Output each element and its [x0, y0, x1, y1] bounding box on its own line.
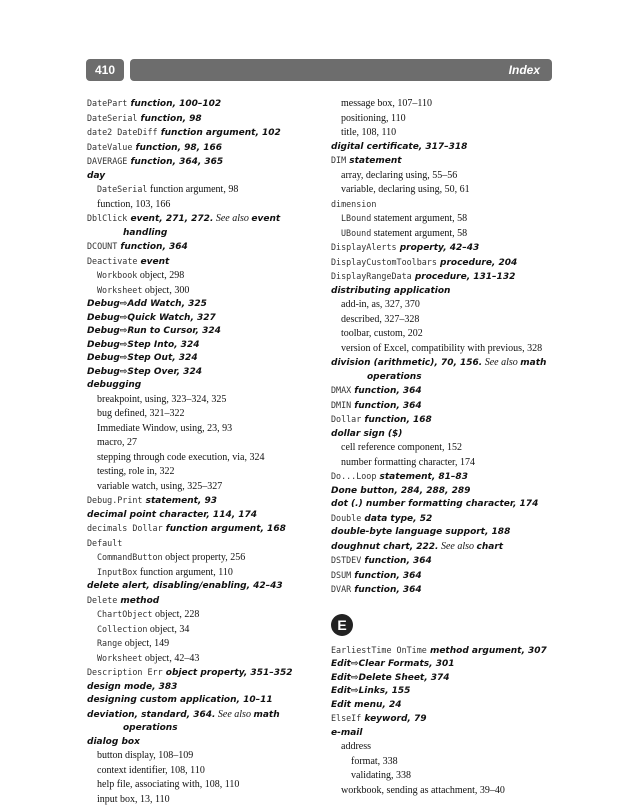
index-entry [87, 422, 319, 437]
index-entry [331, 456, 571, 471]
index-entry [331, 712, 571, 727]
index-entry-text: operations [367, 372, 422, 382]
index-entry-text: data type, 52 [361, 514, 432, 524]
index-entry-text: macro, 27 [97, 437, 137, 448]
index-entry [87, 451, 319, 466]
index-entry-text: Quick Watch, 327 [127, 313, 215, 323]
index-entry [87, 509, 319, 523]
index-entry-text: function, 98 [137, 114, 201, 124]
index-entry-text: doughnut chart, 222. [331, 542, 438, 552]
index-entry-text: function, 364 [351, 571, 422, 581]
index-entry [331, 540, 571, 555]
menu-arrow-icon: ⇨ [120, 367, 128, 377]
index-entry [87, 681, 319, 695]
index-entry-text: object, 42–43 [142, 653, 199, 664]
index-entry-text: Done button, 284, 288, 289 [331, 486, 470, 496]
index-entry [87, 537, 319, 552]
index-entry-text: function, 100–102 [127, 99, 221, 109]
index-entry-text: workbook, sending as attachment, 39–40 [341, 785, 505, 796]
index-entry-text: Worksheet [97, 653, 142, 663]
index-entry-text: format, 338 [351, 756, 398, 767]
index-entry-text: Edit menu, 24 [331, 700, 401, 710]
index-entry [87, 298, 319, 312]
index-entry-text: message box, 107–110 [341, 98, 432, 109]
index-entry-text: chart [477, 542, 504, 552]
index-entry-text: Debug [87, 313, 120, 323]
index-entry-text: Add Watch, 325 [127, 299, 206, 309]
index-entry-text: handling [123, 228, 167, 238]
index-entry-text: See also [438, 541, 476, 552]
index-entry [331, 126, 571, 141]
index-entry-text: function, 364 [351, 401, 422, 411]
index-entry [87, 212, 319, 227]
index-entry-text: design mode, 383 [87, 682, 177, 692]
index-entry-text: UBound [341, 228, 371, 238]
index-entry-text: day [87, 171, 105, 181]
index-entry-text: DCOUNT [87, 241, 117, 251]
index-entry [87, 393, 319, 408]
index-entry [87, 227, 319, 241]
index-entry-text: distributing application [331, 286, 450, 296]
index-entry [87, 580, 319, 594]
index-entry-text: double-byte language support, 188 [331, 527, 510, 537]
index-entry-text: See also [482, 357, 520, 368]
index-entry [87, 436, 319, 451]
index-entry-text: DateValue [87, 142, 132, 152]
index-entry-text: event [251, 214, 280, 224]
index-entry-text: button display, 108–109 [97, 750, 193, 761]
index-entry-text: e-mail [331, 728, 362, 738]
index-entry [87, 708, 319, 723]
index-entry-text: dialog box [87, 737, 140, 747]
index-entry-text: digital certificate, 317–318 [331, 142, 467, 152]
index-entry [331, 485, 571, 499]
index-entry [87, 722, 319, 736]
index-entry-text: address [341, 741, 371, 752]
index-entry-text: statement [346, 156, 401, 166]
index-entry-text: property, 42–43 [397, 243, 480, 253]
index-entry-text: LBound [341, 213, 371, 223]
index-entry-text: Step Over, 324 [127, 367, 202, 377]
index-entry-text: cell reference component, 152 [341, 442, 462, 453]
index-entry-text: Edit [331, 686, 351, 696]
index-entry-text: described, 327–328 [341, 314, 419, 325]
index-entry-text: context identifier, 108, 110 [97, 765, 205, 776]
index-entry [331, 699, 571, 713]
menu-arrow-icon: ⇨ [351, 686, 359, 696]
index-entry [87, 126, 319, 141]
index-entry-text: See also [213, 213, 251, 224]
index-entry [87, 551, 319, 566]
index-entry [331, 498, 571, 512]
index-entry-text: date2 DateDiff [87, 127, 158, 137]
menu-arrow-icon: ⇨ [120, 299, 128, 309]
index-entry [331, 672, 571, 686]
menu-arrow-icon: ⇨ [120, 353, 128, 363]
index-entry-text: statement argument, 58 [371, 228, 467, 239]
index-entry-text: DateSerial [87, 113, 137, 123]
index-entry-text: Edit [331, 673, 351, 683]
index-entry-text: Debug [87, 340, 120, 350]
index-entry-text: object property, 351–352 [163, 668, 293, 678]
menu-arrow-icon: ⇨ [120, 340, 128, 350]
index-entry [87, 352, 319, 366]
index-entry-text: Immediate Window, using, 23, 93 [97, 423, 232, 434]
index-entry [331, 212, 571, 227]
index-entry-text: version of Excel, compatibility with previous, 328 [341, 343, 542, 354]
index-column-left [87, 97, 319, 807]
index-entry-text: Debug [87, 353, 120, 363]
index-entry-text: Debug [87, 299, 120, 309]
page-number: 410 [86, 59, 124, 81]
index-entry-text: number formatting character, 174 [341, 457, 475, 468]
index-entry [331, 569, 571, 584]
index-column-right [331, 97, 571, 798]
index-entry [331, 441, 571, 456]
index-entry [331, 198, 571, 213]
index-entry-text: DblClick [87, 213, 127, 223]
index-entry-text: object, 149 [122, 638, 169, 649]
index-entry-text: Default [87, 538, 122, 548]
index-entry [331, 399, 571, 414]
index-entry [87, 764, 319, 779]
index-entry [87, 170, 319, 184]
menu-arrow-icon: ⇨ [351, 673, 359, 683]
index-entry-text: method [117, 596, 159, 606]
index-entry [331, 755, 571, 770]
index-entry [331, 112, 571, 127]
header-title: Index [130, 59, 552, 81]
index-entry-text: deviation, standard, 364. [87, 710, 215, 720]
index-entry-text: function, 364 [117, 242, 188, 252]
index-entry-text: statement argument, 58 [371, 213, 467, 224]
index-entry-text: DisplayCustomToolbars [331, 257, 437, 267]
index-entry-text: math [520, 358, 546, 368]
index-entry [87, 240, 319, 255]
index-entry [87, 312, 319, 326]
index-entry-text: statement, 81–83 [376, 472, 468, 482]
index-entry-text: Range [97, 638, 122, 648]
index-entry [331, 97, 571, 112]
index-entry [331, 313, 571, 328]
index-entry [331, 512, 571, 527]
index-entry-text: input box, 13, 110 [97, 794, 170, 805]
index-entry-text: breakpoint, using, 323–324, 325 [97, 394, 226, 405]
index-entry-text: method argument, 307 [427, 646, 547, 656]
index-entry [87, 325, 319, 339]
index-entry-text: Debug.Print [87, 495, 142, 505]
index-entry [87, 269, 319, 284]
index-entry-text: dollar sign ($) [331, 429, 402, 439]
index-entry [87, 694, 319, 708]
index-entry [331, 327, 571, 342]
index-entry [87, 141, 319, 156]
index-entry-text: dimension [331, 199, 376, 209]
index-entry [331, 644, 571, 659]
index-entry-text: function argument, 98 [147, 184, 238, 195]
index-entry [331, 154, 571, 169]
index-entry-text: validating, 338 [351, 770, 411, 781]
index-entry-text: Links, 155 [359, 686, 411, 696]
index-entry-text: CommandButton [97, 552, 163, 562]
index-entry-text: dot (.) number formatting character, 174 [331, 499, 538, 509]
index-entry-text: function, 168 [361, 415, 432, 425]
index-entry-text: object, 228 [152, 609, 199, 620]
index-entry-text: Delete [87, 595, 117, 605]
index-entry-text: toolbar, custom, 202 [341, 328, 423, 339]
index-entry [331, 371, 571, 385]
index-entry [331, 727, 571, 741]
index-entry [331, 784, 571, 799]
index-entry-text: Dollar [331, 414, 361, 424]
index-entry-text: object, 300 [142, 285, 189, 296]
index-entry [87, 778, 319, 793]
index-entry [331, 685, 571, 699]
section-letter-badge: E [331, 614, 353, 636]
index-entry [87, 494, 319, 509]
index-entry-text: DAVERAGE [87, 156, 127, 166]
index-entry-text: Do...Loop [331, 471, 376, 481]
index-entry-text: function, 364 [361, 556, 432, 566]
index-entry [331, 583, 571, 598]
index-entry-text: variable watch, using, 325–327 [97, 481, 222, 492]
index-entry [87, 666, 319, 681]
index-entry [87, 736, 319, 750]
index-entry-text: Step Into, 324 [127, 340, 199, 350]
index-entry-text: Double [331, 513, 361, 523]
index-entry-text: event, 271, 272. [127, 214, 213, 224]
menu-arrow-icon: ⇨ [120, 313, 128, 323]
index-entry [331, 169, 571, 184]
index-entry-text: decimal point character, 114, 174 [87, 510, 257, 520]
index-entry-text: function, 364 [351, 386, 422, 396]
index-entry [87, 155, 319, 170]
index-entry [87, 198, 319, 213]
index-entry [331, 413, 571, 428]
index-entry-text: DateSerial [97, 184, 147, 194]
index-entry [87, 522, 319, 537]
index-entry-text: function, 364 [351, 585, 422, 595]
index-entry-text: designing custom application, 10–11 [87, 695, 273, 705]
index-entry [87, 608, 319, 623]
index-entry [87, 566, 319, 581]
section-divider-e [331, 598, 571, 644]
index-entry-text: DMIN [331, 400, 351, 410]
index-entry [87, 407, 319, 422]
index-entry-text: procedure, 131–132 [412, 272, 516, 282]
index-entry-text: function argument, 110 [137, 567, 233, 578]
index-entry [331, 270, 571, 285]
index-entry [331, 526, 571, 540]
index-entry-text: positioning, 110 [341, 113, 406, 124]
index-entry-text: See also [215, 709, 253, 720]
index-entry-text: variable, declaring using, 50, 61 [341, 184, 470, 195]
index-entry-text: procedure, 204 [437, 258, 517, 268]
index-entry-text: DSUM [331, 570, 351, 580]
index-entry [331, 342, 571, 357]
index-entry-text: title, 108, 110 [341, 127, 396, 138]
index-entry [87, 379, 319, 393]
index-group-d-continued [331, 97, 571, 598]
index-entry-text: DSTDEV [331, 555, 361, 565]
index-entry-text: ChartObject [97, 609, 152, 619]
index-entry-text: Description Err [87, 667, 163, 677]
index-entry-text: debugging [87, 380, 141, 390]
index-entry-text: function argument, 168 [163, 524, 286, 534]
index-group-e [331, 644, 571, 799]
index-entry [331, 384, 571, 399]
index-entry-text: Collection [97, 624, 147, 634]
index-entry [87, 366, 319, 380]
index-entry-text: Deactivate [87, 256, 137, 266]
index-entry-text: ElseIf [331, 713, 361, 723]
index-entry-text: function, 103, 166 [97, 199, 170, 210]
index-entry [87, 255, 319, 270]
index-entry-text: statement, 93 [142, 496, 217, 506]
index-entry [87, 594, 319, 609]
index-entry [87, 183, 319, 198]
index-entry [87, 465, 319, 480]
index-entry-text: event [137, 257, 169, 267]
index-entry-text: DatePart [87, 98, 127, 108]
index-entry [87, 623, 319, 638]
index-entry [331, 298, 571, 313]
index-entry-text: DVAR [331, 584, 351, 594]
index-entry-text: math [253, 710, 279, 720]
index-entry-text: add-in, as, 327, 370 [341, 299, 420, 310]
index-entry-text: Workbook [97, 270, 137, 280]
index-entry [331, 227, 571, 242]
index-entry-text: Worksheet [97, 285, 142, 295]
index-entry-text: operations [123, 723, 178, 733]
index-entry [331, 256, 571, 271]
running-header [86, 59, 552, 81]
index-entry-text: DisplayRangeData [331, 271, 412, 281]
index-entry [87, 637, 319, 652]
index-entry-text: function argument, 102 [158, 128, 281, 138]
index-entry-text: function, 98, 166 [132, 143, 222, 153]
index-entry-text: division (arithmetic), 70, 156. [331, 358, 482, 368]
index-entry-text: InputBox [97, 567, 137, 577]
index-entry-text: DisplayAlerts [331, 242, 397, 252]
index-entry [331, 285, 571, 299]
index-entry-text: Run to Cursor, 324 [127, 326, 220, 336]
menu-arrow-icon: ⇨ [351, 659, 359, 669]
index-entry-text: Edit [331, 659, 351, 669]
index-entry-text: EarliestTime OnTime [331, 645, 427, 655]
index-entry-text: testing, role in, 322 [97, 466, 175, 477]
index-entry [331, 554, 571, 569]
index-entry-text: bug defined, 321–322 [97, 408, 185, 419]
index-entry-text: help file, associating with, 108, 110 [97, 779, 239, 790]
index-entry-text: object property, 256 [163, 552, 246, 563]
index-entry [331, 658, 571, 672]
index-entry-text: Clear Formats, 301 [359, 659, 455, 669]
index-entry-text: DMAX [331, 385, 351, 395]
index-entry-text: delete alert, disabling/enabling, 42–43 [87, 581, 283, 591]
index-entry-text: Debug [87, 367, 120, 377]
index-entry-text: keyword, 79 [361, 714, 426, 724]
index-entry-text: array, declaring using, 55–56 [341, 170, 457, 181]
index-entry [331, 356, 571, 371]
index-entry [87, 284, 319, 299]
menu-arrow-icon: ⇨ [120, 326, 128, 336]
index-entry [331, 740, 571, 755]
index-entry [331, 141, 571, 155]
index-entry-text: Delete Sheet, 374 [359, 673, 450, 683]
index-entry-text: Step Out, 324 [127, 353, 197, 363]
index-entry-text: function, 364, 365 [127, 157, 223, 167]
index-entry [87, 112, 319, 127]
index-entry-text: stepping through code execution, via, 324 [97, 452, 264, 463]
index-entry [87, 749, 319, 764]
index-entry-text: Debug [87, 326, 120, 336]
index-entry-text: object, 34 [147, 624, 189, 635]
index-entry-text: decimals Dollar [87, 523, 163, 533]
index-entry [331, 183, 571, 198]
index-entry [331, 769, 571, 784]
index-entry-text: object, 298 [137, 270, 184, 281]
index-entry [331, 428, 571, 442]
index-entry [87, 480, 319, 495]
index-entry [87, 339, 319, 353]
index-entry-text: DIM [331, 155, 346, 165]
index-entry [87, 97, 319, 112]
index-entry [87, 652, 319, 667]
index-entry [331, 470, 571, 485]
index-entry [331, 241, 571, 256]
